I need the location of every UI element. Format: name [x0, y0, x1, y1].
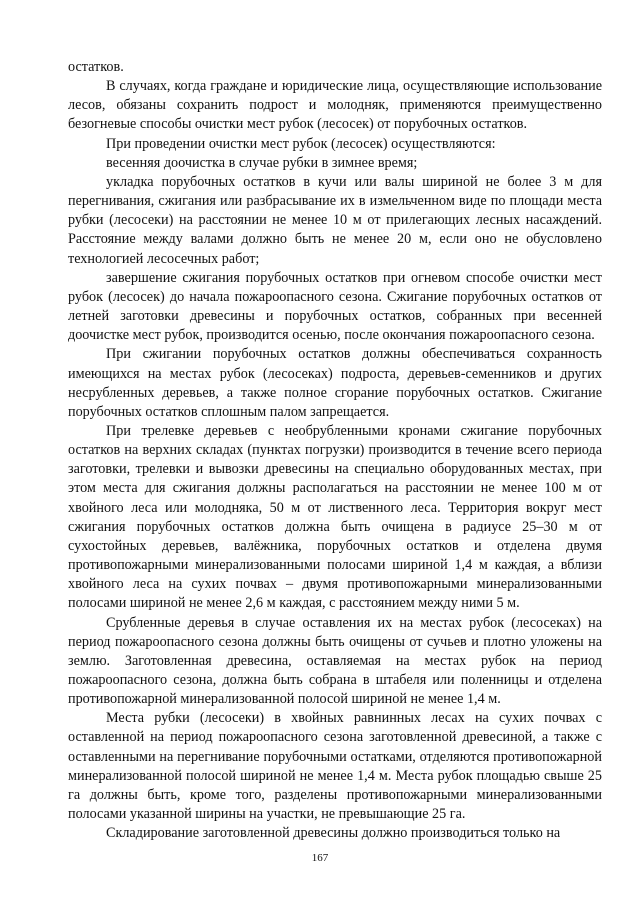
paragraph: При проведении очистки мест рубок (лесосек) осуществляются: — [106, 135, 496, 152]
paragraph: завершение сжигания порубочных остатков при огневом способе очистки мест рубок (лесосек) до начала пожароопасного сезона. Сжигание порубочных остатков от летней заготовки древесины и порубочных остатков, собранных при весенней доочистке мест рубок, производится осенью, после окончания пожароопасного сезона. — [68, 269, 602, 344]
paragraph: Места рубки (лесосеки) в хвойных равнинных лесах на сухих почвах с оставленной на период пожароопасного сезона заготовленной древесиной, а также с оставленными на перегнивание порубочными остатками, отделяются противопожарной минерализованной полосой шириной не менее 1,4 м. Места рубок площадью свыше 25 га должны быть, кроме того, разделены противопожарными минерализованными полосами указанной ширины на участки, не превышающие 25 га. — [68, 710, 602, 823]
paragraph: Складирование заготовленной древесины должно производиться только на — [106, 825, 561, 842]
paragraph: весенняя доочистка в случае рубки в зимнее время; — [106, 154, 418, 171]
document-body — [68, 58, 602, 843]
paragraph: При трелевке деревьев с необрубленными кронами сжигание порубочных остатков на верхних складах (пунктах погрузки) производится в течение всего периода заготовки, трелевки и вывозки древесины на специально оборудованных местах, при этом места для сжигания должны располагаться на расстоянии не менее 100 м от хвойного леса или молодняка, 50 м от лиственного леса. Территория вокруг мест сжигания порубочных остатков должна быть очищена в радиусе 25–30 м от сухостойных деревьев, валёжника, порубочных остатков и отделена двумя противопожарными минерализованными полосами шириной 1,4 м каждая, а вблизи хвойного леса на сухих почвах – двумя противопожарными минерализованными полосами шириной не менее 2,6 м каждая, с расстоянием между ними 5 м. — [68, 422, 602, 612]
paragraph: Срубленные деревья в случае оставления их на местах рубок (лесосеках) на период пожароопасного сезона должны быть очищены от сучьев и плотно уложены на землю. Заготовленная древесина, оставляемая на местах рубок на период пожароопасного сезона, должна быть собрана в штабеля или поленницы и отделена противопожарной минерализованной полосой шириной не менее 1,4 м. — [68, 614, 602, 708]
paragraph: При сжигании порубочных остатков должны обеспечиваться сохранность имеющихся на местах рубок (лесосеках) подроста, деревьев-семенников и других несрубленных деревьев, а также полное сгорание порубочных остатков. Сжигание порубочных остатков сплошным палом запрещается. — [68, 346, 602, 420]
page-number: 167 — [311, 852, 329, 864]
paragraph-continuation: остатков. — [68, 59, 124, 75]
paragraph: В случаях, когда граждане и юридические лица, осуществляющие использование лесов, обязаны сохранить подрост и молодняк, применяются преимущественно безогневые способы очистки мест рубок (лесосек) от порубочных остатков. — [68, 78, 602, 133]
paragraph: укладка порубочных остатков в кучи или валы шириной не более 3 м для перегнивания, сжигания или разбрасывание их в измельченном виде по площади места рубки (лесосеки) на расстоянии не менее 10 м от прилегающих лесных насаждений. Расстояние между валами должно быть не менее 20 м, если оно не обусловлено технологией лесосечных работ; — [68, 173, 602, 267]
